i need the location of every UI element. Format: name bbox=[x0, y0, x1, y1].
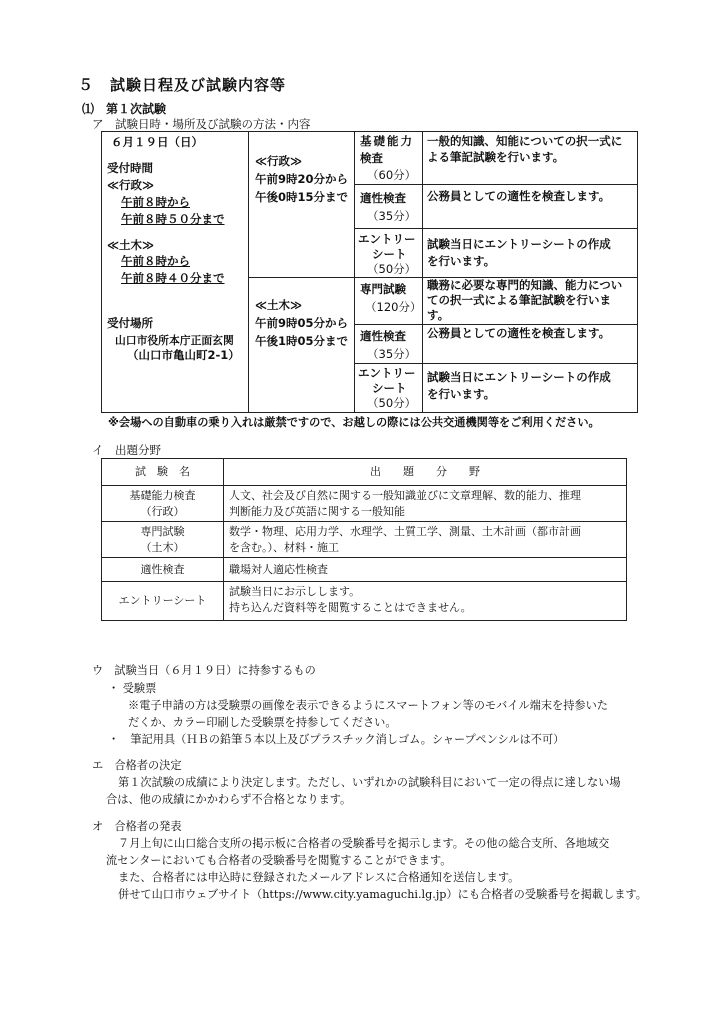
header-exam-name: 試 験 名 bbox=[135, 465, 190, 478]
exam-field: 持ち込んだ資料等を閲覧することはできません。 bbox=[229, 601, 472, 614]
test-duration: （60分） bbox=[367, 168, 417, 182]
announcement-text: 併せて山口市ウェブサイト（https://www.city.yamaguchi.lg.jp）にも合格者の受験番号を掲載します。 bbox=[118, 888, 647, 901]
exam-date: ６月１９日（日） bbox=[111, 135, 203, 149]
section-heading: ５ 試験日程及び試験内容等 bbox=[78, 76, 287, 94]
test-name: シート bbox=[372, 381, 407, 395]
schedule-table bbox=[101, 131, 638, 413]
subjects-table bbox=[101, 458, 627, 621]
announcement-text: ７月上旬に山口総合支所の掲示板に合格者の受験番号を掲示します。その他の総合支所、各地域交 bbox=[118, 837, 610, 850]
schedule-label: ア 試験日時・場所及び試験の方法・内容 bbox=[92, 117, 311, 131]
test-name: 検査 bbox=[360, 151, 383, 165]
bring-label: ウ 試験当日（６月１９日）に持参するもの bbox=[92, 664, 316, 677]
test-name: エントリー bbox=[358, 366, 416, 380]
exam-name: 適性検査 bbox=[140, 563, 185, 576]
exam-name: （土木） bbox=[140, 541, 185, 554]
announcement-label: オ 合格者の発表 bbox=[92, 820, 182, 833]
reception-address: （山口市亀山町2-1） bbox=[127, 348, 240, 362]
test-desc: 試験当日にエントリーシートの作成 bbox=[427, 370, 611, 384]
exam-field: 人文、社会及び自然に関する一般知識並びに文章理解、数的能力、推理 bbox=[229, 489, 581, 502]
decision-text: 第１次試験の成績により決定します。ただし、いずれかの試験科目において一定の得点に達しない場 bbox=[118, 776, 621, 789]
doboku-start: 午前9時05分から bbox=[255, 316, 349, 330]
test-name: シート bbox=[372, 247, 407, 261]
bring-item-stationery: ・ 筆記用具（ＨＢの鉛筆５本以上及びプラスチック消しゴム。シャープペンシルは不可） bbox=[108, 733, 565, 746]
announcement-text: 流センターにおいても合格者の受験番号を閲覧することができます。 bbox=[106, 854, 452, 867]
test-name: 適性検査 bbox=[360, 191, 406, 205]
header-fields: 出 題 分 野 bbox=[370, 465, 480, 478]
test-duration: （50分） bbox=[367, 396, 417, 410]
test-desc: 試験当日にエントリーシートの作成 bbox=[427, 237, 611, 251]
test-name: エントリー bbox=[358, 232, 416, 246]
bring-ticket-note: だくか、カラー印刷した受験票を持参してください。 bbox=[128, 716, 397, 729]
reception-gyosei-to: 午前８時５０分まで bbox=[121, 212, 225, 226]
exam-field: 試験当日にお示しします。 bbox=[229, 585, 361, 598]
gyosei-end: 午後0時15分まで bbox=[255, 190, 349, 204]
test-desc: 公務員としての適性を検査します。 bbox=[427, 189, 611, 203]
test-name: 適性検査 bbox=[360, 329, 406, 343]
exam-name: エントリーシート bbox=[118, 594, 207, 607]
gyosei-label: ≪行政≫ bbox=[255, 154, 303, 168]
subjects-label: イ 出題分野 bbox=[92, 443, 161, 457]
announcement-text: また、合格者には申込時に登録されたメールアドレスに合格通知を送信します。 bbox=[118, 871, 520, 884]
test-desc: を行います。 bbox=[427, 254, 496, 268]
reception-place: 山口市役所本庁正面玄関 bbox=[115, 334, 234, 347]
exam-field: 数学・物理、応用力学、水理学、土質工学、測量、土木計画（都市計画 bbox=[229, 525, 581, 538]
bring-item-ticket: ・ 受験票 bbox=[108, 682, 157, 695]
bring-ticket-note: ※電子申請の方は受験票の画像を表示できるようにスマートフォン等のモバイル端末を持参いた bbox=[128, 699, 608, 712]
test-desc: ての択一式による筆記試験を行いま bbox=[427, 293, 611, 307]
test-desc: す。 bbox=[427, 308, 450, 322]
exam-field: を含む。）、材料・施工 bbox=[229, 541, 339, 554]
gyosei-start: 午前9時20分から bbox=[255, 172, 349, 186]
exam-name: 専門試験 bbox=[140, 525, 185, 538]
reception-doboku-label: ≪土木≫ bbox=[107, 238, 155, 252]
exam-field: 職場対人適応性検査 bbox=[229, 563, 328, 576]
test-duration: （120分） bbox=[365, 300, 422, 314]
test-duration: （35分） bbox=[367, 347, 417, 361]
test-desc: を行います。 bbox=[427, 387, 496, 401]
test-duration: （35分） bbox=[367, 209, 417, 223]
first-exam-heading: ⑴ 第１次試験 bbox=[82, 102, 167, 116]
doboku-label: ≪土木≫ bbox=[255, 298, 303, 312]
test-desc: 一般的知識、知能についての択一式に bbox=[427, 134, 623, 148]
test-desc: 職務に必要な専門的知識、能力につい bbox=[427, 278, 623, 292]
reception-doboku-from: 午前８時から bbox=[121, 254, 190, 268]
test-desc: 公務員としての適性を検査します。 bbox=[427, 326, 611, 340]
test-duration: （50分） bbox=[367, 262, 417, 276]
exam-field: 判断能力及び英語に関する一般知能 bbox=[229, 505, 405, 518]
reception-doboku-to: 午前８時４０分まで bbox=[121, 271, 225, 285]
reception-gyosei-from: 午前８時から bbox=[121, 195, 190, 209]
exam-name: 基礎能力検査 bbox=[129, 489, 196, 502]
decision-text: 合は、他の成績にかかわらず不合格となります。 bbox=[106, 793, 352, 806]
doboku-end: 午後1時05分まで bbox=[255, 334, 349, 348]
exam-name: （行政） bbox=[140, 505, 185, 518]
reception-place-label: 受付場所 bbox=[107, 316, 153, 330]
reception-gyosei-label: ≪行政≫ bbox=[107, 178, 155, 192]
test-name: 基礎能力 bbox=[360, 134, 414, 148]
test-name: 専門試験 bbox=[360, 282, 406, 296]
test-desc: よる筆記試験を行います。 bbox=[427, 150, 565, 164]
vehicle-note: ※会場への自動車の乗り入れは厳禁ですので、お越しの際には公共交通機関等をご利用ください。 bbox=[108, 416, 600, 429]
reception-time-label: 受付時間 bbox=[107, 161, 153, 175]
decision-label: エ 合格者の決定 bbox=[92, 759, 182, 772]
